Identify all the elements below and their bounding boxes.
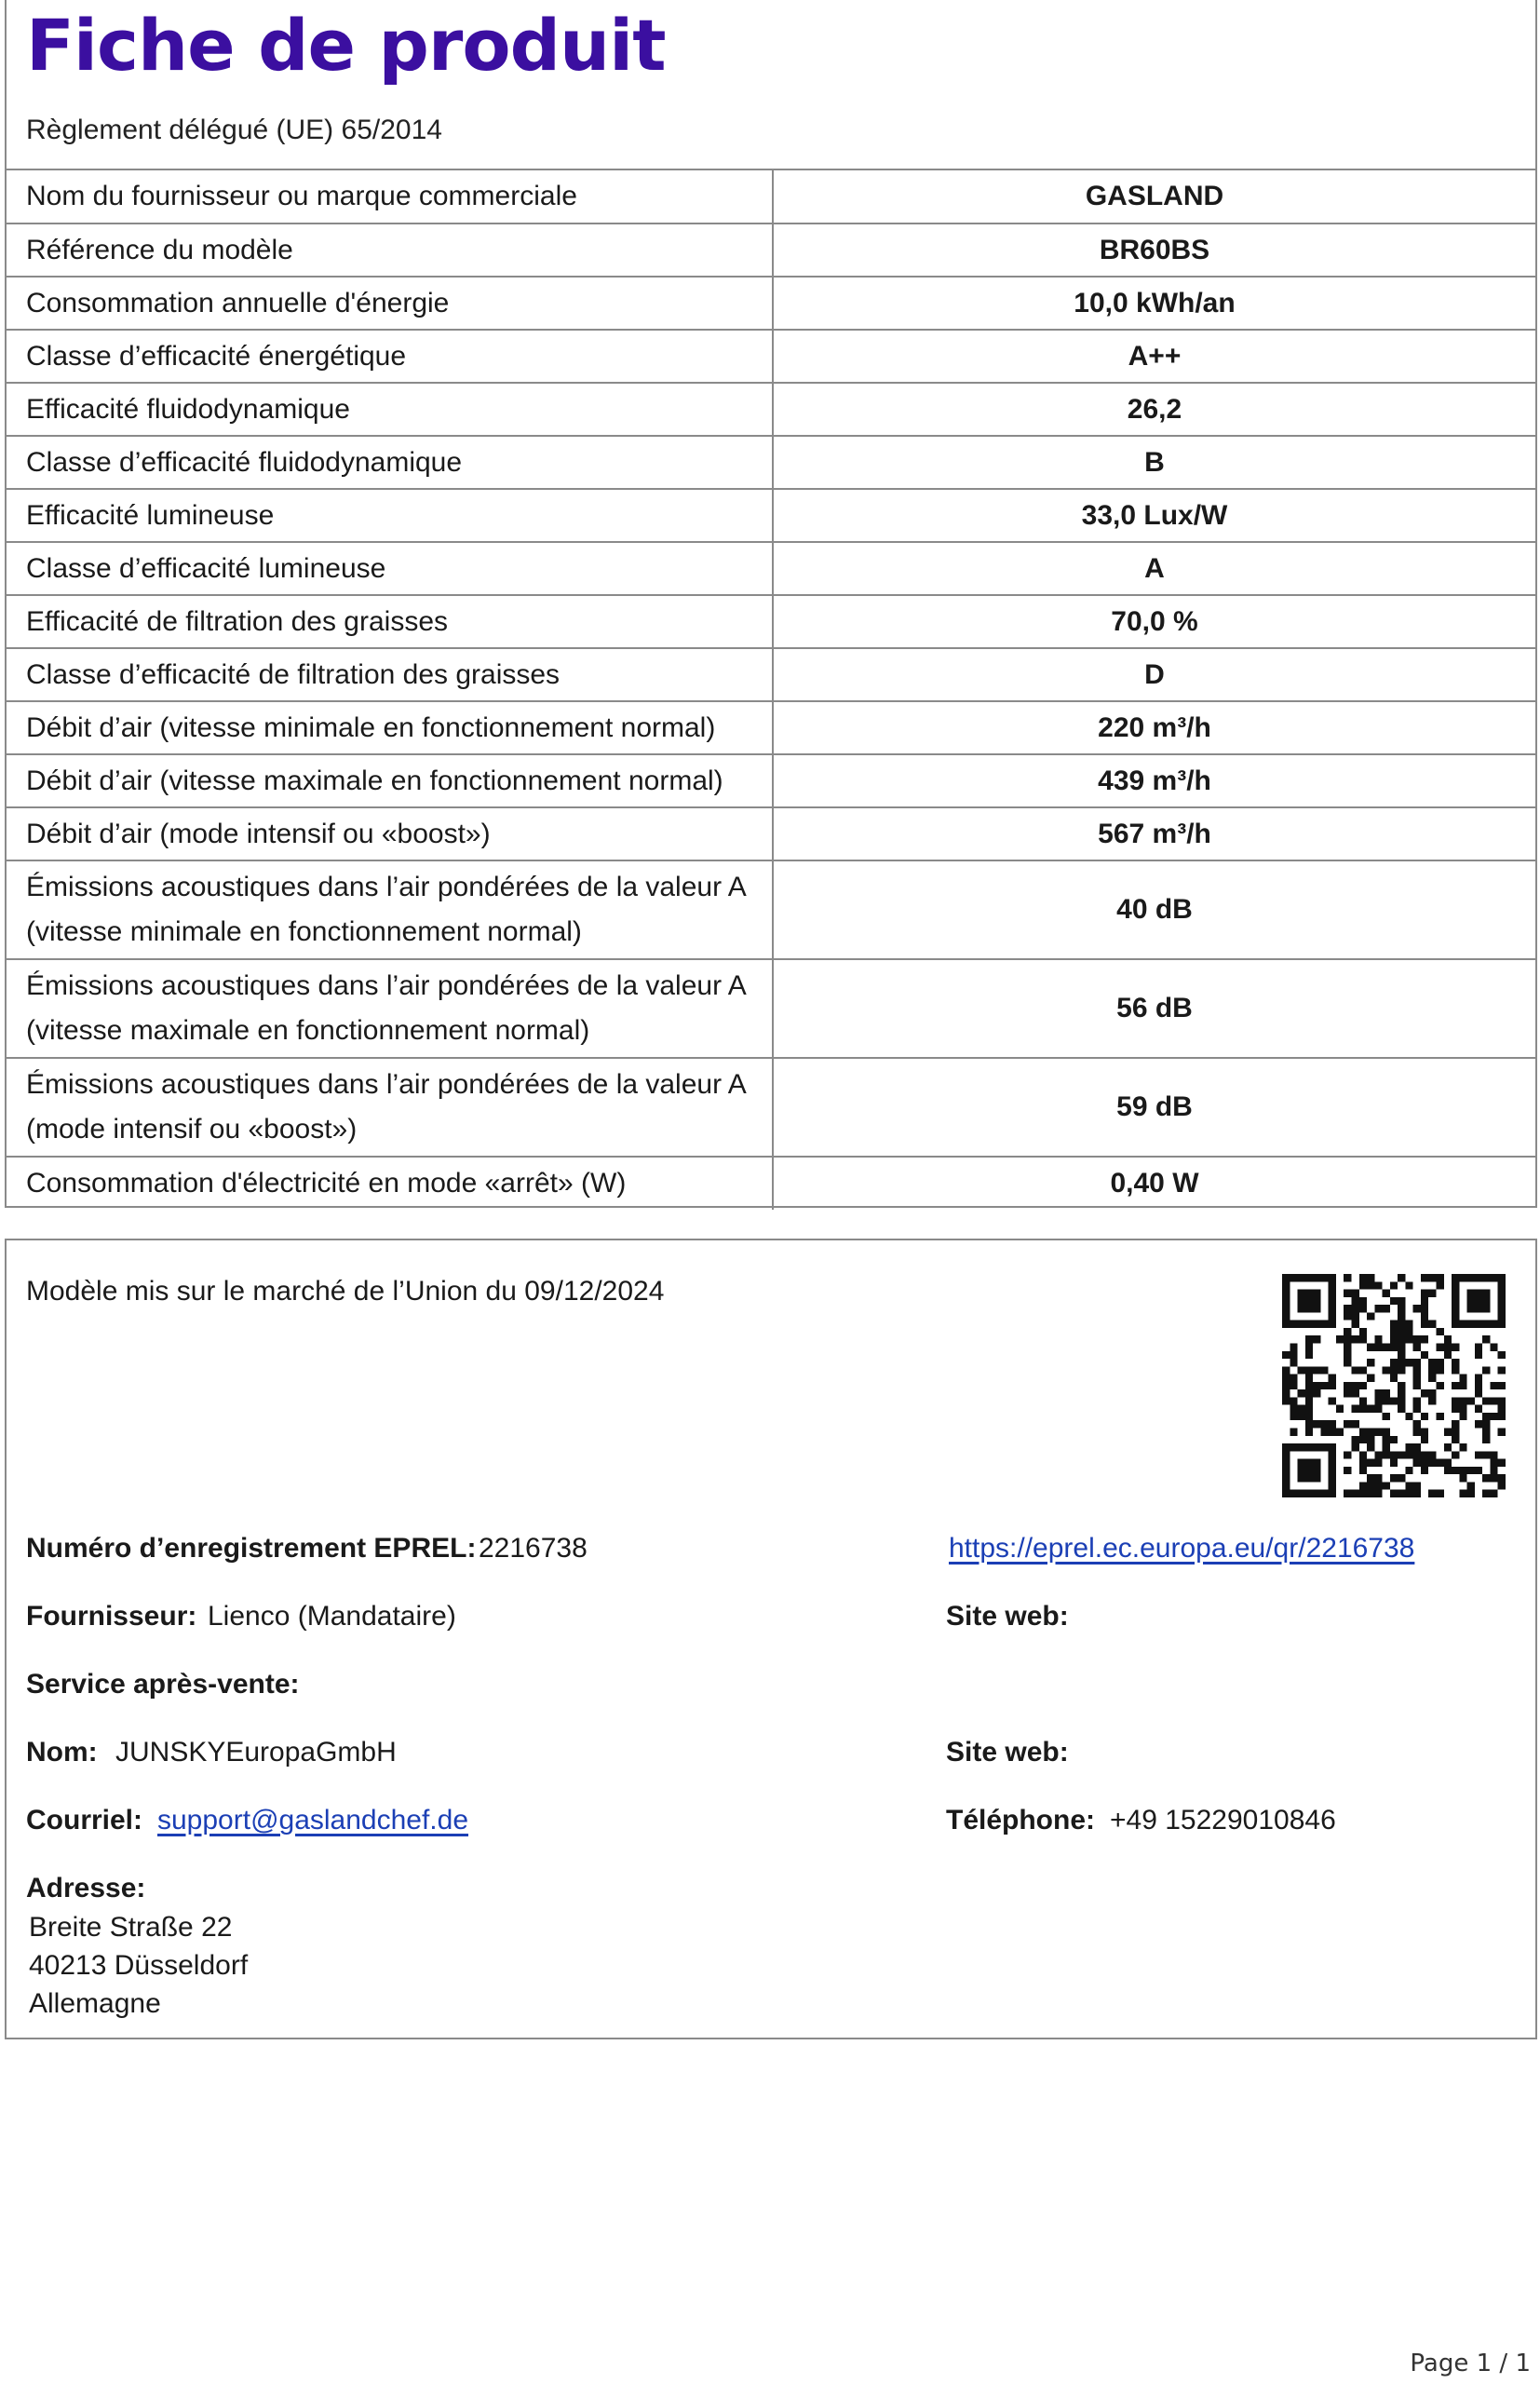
spec-label: Émissions acoustiques dans l’air pondérées de la valeur A	[26, 970, 747, 1001]
spec-label-cell	[7, 170, 773, 224]
table-row	[7, 1058, 1535, 1157]
spec-label-cell	[7, 595, 773, 648]
table-row	[7, 383, 1535, 436]
product-sheet-table-box	[5, 0, 1537, 1208]
table-row	[7, 701, 1535, 754]
table-row	[7, 170, 1535, 224]
spec-label-cell	[7, 1157, 773, 1210]
spec-label-cell	[7, 277, 773, 330]
spec-label-cell	[7, 383, 773, 436]
table-row	[7, 542, 1535, 595]
table-row	[7, 959, 1535, 1058]
table-row	[7, 595, 1535, 648]
spec-label-cell	[7, 330, 773, 383]
address-line-3: Allemagne	[29, 1988, 161, 2019]
table-row	[7, 754, 1535, 807]
spec-label: Classe d’efficacité fluidodynamique	[26, 446, 463, 478]
service-name-value: JUNSKYEuropaGmbH	[115, 1737, 397, 1768]
spec-value: 70,0 %	[773, 595, 1535, 648]
spec-label: Émissions acoustiques dans l’air pondérées de la valeur A	[26, 1069, 747, 1100]
spec-value: 0,40 W	[1110, 1168, 1199, 1199]
table-row	[7, 330, 1535, 383]
spec-value: 33,0 Lux/W	[773, 489, 1535, 542]
spec-label: Efficacité fluidodynamique	[26, 393, 350, 425]
spec-label-cell	[7, 648, 773, 701]
spec-label-cell	[7, 489, 773, 542]
spec-label-cell	[7, 436, 773, 489]
spec-label-cell	[7, 860, 773, 959]
spec-label-cell	[7, 701, 773, 754]
spec-value: GASLAND	[773, 170, 1535, 224]
spec-label-cell	[7, 807, 773, 860]
spec-label: Efficacité de filtration des graisses	[26, 605, 449, 637]
page-title: Fiche de produit	[26, 4, 666, 87]
phone-value: +49 15229010846	[1110, 1805, 1336, 1835]
spec-label: Émissions acoustiques dans l’air pondérées de la valeur A	[26, 872, 747, 902]
market-date-text: Modèle mis sur le marché de l’Union du 09/12/2024	[26, 1276, 665, 1307]
spec-label: Débit d’air (vitesse minimale en fonctionnement normal)	[26, 711, 716, 743]
address-line-2: 40213 Düsseldorf	[29, 1950, 249, 1981]
service-heading: Service après-vente:	[26, 1669, 300, 1700]
spec-label-line2: (mode intensif ou «boost»)	[26, 1114, 358, 1145]
spec-label: Classe d’efficacité lumineuse	[26, 552, 386, 584]
table-row	[7, 436, 1535, 489]
spec-label: Consommation d'électricité en mode «arrêt» (W)	[26, 1168, 627, 1199]
spec-table	[7, 170, 1535, 1210]
spec-label-cell	[7, 959, 773, 1058]
table-row	[7, 489, 1535, 542]
spec-label: Débit d’air (vitesse maximale en fonctionnement normal)	[26, 765, 723, 796]
spec-label: Nom du fournisseur ou marque commerciale	[26, 181, 577, 211]
spec-label-line2: (vitesse minimale en fonctionnement normal)	[26, 916, 582, 947]
spec-value: D	[773, 648, 1535, 701]
supplier-website-label: Site web:	[946, 1601, 1069, 1632]
spec-label: Efficacité lumineuse	[26, 499, 275, 531]
table-row	[7, 224, 1535, 277]
page-number: Page 1 / 1	[1410, 2350, 1531, 2377]
spec-value: A	[773, 542, 1535, 595]
spec-value: 567 m³/h	[773, 807, 1535, 860]
supplier-label: Fournisseur:	[26, 1601, 197, 1632]
address-line-1: Breite Straße 22	[29, 1912, 233, 1943]
spec-label-cell	[7, 224, 773, 277]
registration-box	[5, 1239, 1537, 2039]
spec-value: 439 m³/h	[773, 754, 1535, 807]
service-website-label: Site web:	[946, 1737, 1069, 1768]
phone-label: Téléphone:	[946, 1805, 1096, 1835]
eprel-link[interactable]: https://eprel.ec.europa.eu/qr/2216738	[949, 1533, 1415, 1564]
spec-value: 59 dB	[773, 1058, 1535, 1157]
eprel-number: 2216738	[479, 1533, 588, 1564]
spec-value: 40 dB	[773, 860, 1535, 959]
regulation-subtitle: Règlement délégué (UE) 65/2014	[26, 115, 442, 145]
spec-value: 56 dB	[773, 959, 1535, 1058]
spec-value: 10,0 kWh/an	[773, 277, 1535, 330]
table-row	[7, 807, 1535, 860]
table-row	[7, 648, 1535, 701]
service-name-label: Nom:	[26, 1737, 98, 1768]
spec-label-cell	[7, 542, 773, 595]
spec-value: A++	[773, 330, 1535, 383]
spec-label: Débit d’air (mode intensif ou «boost»)	[26, 818, 491, 849]
spec-value: 26,2	[773, 383, 1535, 436]
table-row	[7, 277, 1535, 330]
email-label: Courriel:	[26, 1805, 143, 1835]
table-row	[7, 1157, 1535, 1210]
address-label: Adresse:	[26, 1873, 146, 1903]
qr-code-icon[interactable]	[1282, 1274, 1506, 1497]
table-row	[7, 860, 1535, 959]
spec-label-cell	[7, 1058, 773, 1157]
spec-label: Consommation annuelle d'énergie	[26, 287, 450, 318]
spec-label: Classe d’efficacité énergétique	[26, 340, 407, 372]
spec-label: Classe d’efficacité de filtration des graisses	[26, 658, 561, 690]
eprel-label: Numéro d’enregistrement EPREL:	[26, 1533, 477, 1564]
supplier-value: Lienco (Mandataire)	[208, 1601, 456, 1632]
spec-label: Référence du modèle	[26, 234, 293, 265]
title-area	[7, 0, 1535, 170]
spec-value: B	[773, 436, 1535, 489]
spec-value: 220 m³/h	[773, 701, 1535, 754]
email-link[interactable]: support@gaslandchef.de	[157, 1805, 469, 1835]
spec-label-cell	[7, 754, 773, 807]
spec-label-line2: (vitesse maximale en fonctionnement normal)	[26, 1015, 590, 1046]
spec-value: BR60BS	[773, 224, 1535, 277]
